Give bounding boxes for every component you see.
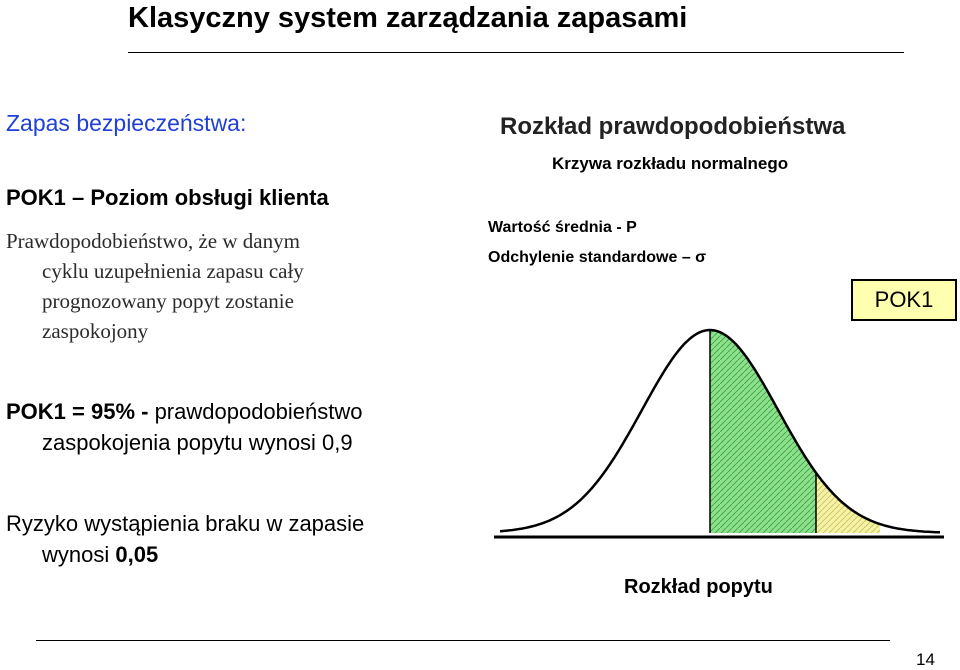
distribution-title: Rozkład prawdopodobieństwa	[500, 113, 846, 140]
demand-axis-label: Rozkład popytu	[624, 576, 773, 598]
pok95-rest: prawdopodobieństwo	[148, 399, 363, 424]
pok95-bold: POK1 = 95% -	[6, 399, 149, 424]
pok95-line-2: zaspokojenia popytu wynosi 0,9	[42, 430, 353, 455]
definition-line-1: Prawdopodobieństwo, że w danym	[6, 229, 300, 253]
risk-value: 0,05	[115, 542, 159, 567]
shortage-risk-area	[816, 473, 880, 533]
curve-name: Krzywa rozkładu normalnego	[552, 154, 789, 173]
mean-label: Wartość średnia - P	[488, 219, 637, 236]
definition-line-2: cyklu uzupełnienia zapasu cały	[42, 259, 304, 283]
risk-line-1: Ryzyko wystąpienia braku w zapasie	[6, 511, 365, 536]
service-level-area	[710, 330, 816, 533]
page-number: 14	[916, 650, 935, 669]
slide-title: Klasyczny system zarządzania zapasami	[128, 2, 688, 34]
stddev-label: Odchylenie standardowe – σ	[488, 249, 707, 266]
footer-divider	[36, 640, 890, 641]
definition-line-4: zaspokojony	[42, 319, 149, 343]
pok1-box: POK1	[851, 279, 957, 321]
definition-line-3: prognozowany popyt zostanie	[42, 289, 294, 313]
risk-prefix: wynosi	[42, 542, 116, 567]
pok1-heading: POK1 – Poziom obsługi klienta	[6, 185, 329, 210]
safety-stock-heading: Zapas bezpieczeństwa:	[6, 110, 247, 136]
